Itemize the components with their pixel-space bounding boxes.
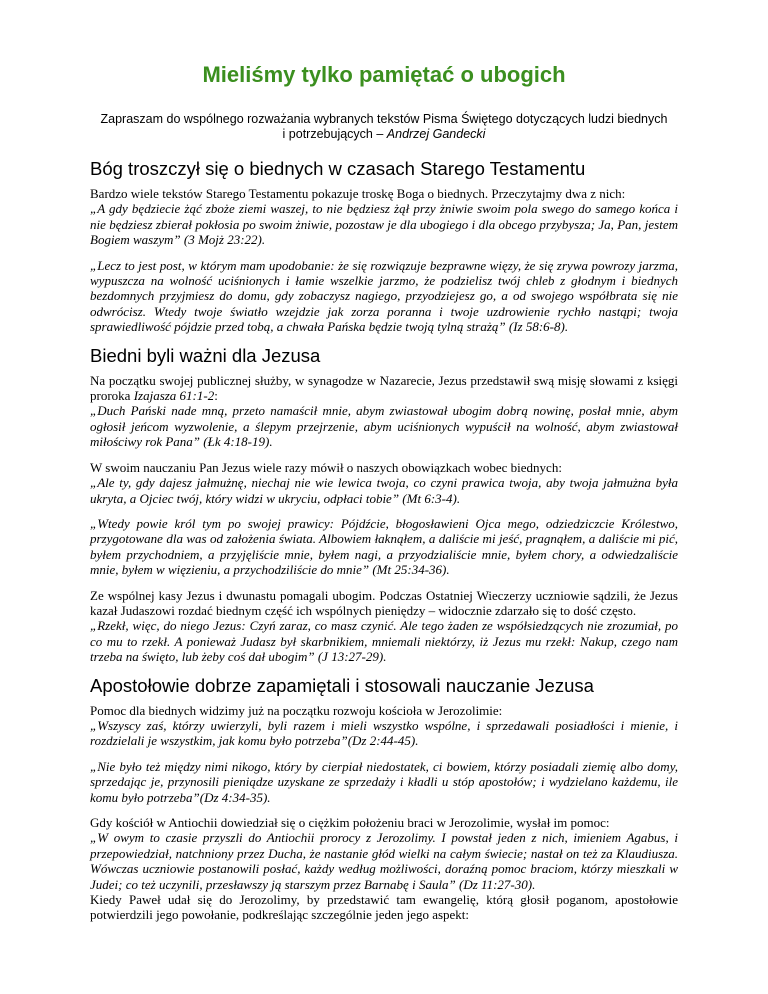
scripture-quote: „Lecz to jest post, w którym mam upodobanie: że się rozwiązuje bezprawne więzy, że się zrywa powrozy jarzma, wypuszcza na wolność uciśnionych i łamie wszelkie jarzmo, że podzielisz twój chleb z głodnym i biednych bezdomnych przyjmiesz do domu, gdy zobaczysz nagiego, przyodziejesz go, a od swojego współbrata się nie odwrócisz. Wtedy twoje światło wzejdzie jak zorza poranna i twoje uzdrowienie rychło nastąpi; twoja sprawiedliwość pójdzie przed tobą, a chwała Pańska będzie twoją tylną strażą” (Iz 58:6-8).	[90, 257, 678, 335]
section-heading-jesus: Biedni byli ważni dla Jezusa	[90, 344, 321, 366]
scripture-quote: „A gdy będziecie żąć zboże ziemi waszej, to nie będziesz żął przy żniwie swoim pola swego do samego końca i nie będziesz zbierał pokłosia po swoim żniwie, pozostaw je dla ubogiego i dla obcego przybysza; Ja, Pan, jestem Bogiem waszym” (3 Mojż 23:22).	[90, 201, 678, 248]
paragraph-text: Na początku swojej publicznej służby, w synagodze w Nazarecie, Jezus przedstawił swą misję słowami z księgi proroka	[90, 372, 678, 404]
section-2-paragraph-3	[90, 516, 678, 578]
paragraph-text: Pomoc dla biednych widzimy już na początku rozwoju kościoła w Jerozolimie:	[90, 702, 503, 718]
section-heading-apostles: Apostołowie dobrze zapamiętali i stosowali nauczanie Jezusa	[90, 674, 594, 696]
section-1-paragraph-1	[90, 186, 678, 248]
section-2-paragraph-4	[90, 588, 678, 665]
subtitle-line-1: Zapraszam do wspólnego rozważania wybranych tekstów Pisma Świętego dotyczących ludzi biednych	[100, 112, 668, 126]
scripture-quote: „Wtedy powie król tym po swojej prawicy: Pójdźcie, błogosławieni Ojca mego, odziedziczcie Królestwo, przygotowane dla was od założenia świata. Albowiem łaknąłem, a daliście mi jeść, pragnąłem, a daliście mi pić, byłem przychodniem, a przyjęliście mnie, byłem nagi, a przyodzialiście mnie, byłem chory, a odwiedzaliście mnie, byłem w więzieniu, a przychodziliście do mnie” (Mt 25:34-36).	[90, 515, 678, 578]
scripture-quote: „Ale ty, gdy dajesz jałmużnę, niechaj nie wie lewica twoja, co czyni prawica twoja, aby twoja jałmużna była ukryta, a Ojciec twój, który widzi w ukryciu, odpłaci tobie” (Mt 6:3-4).	[90, 475, 678, 506]
scripture-quote: „Rzekł, więc, do niego Jezus: Czyń zaraz, co masz czynić. Ale tego żaden ze współsiedzących nie zrozumiał, po co mu to rzekł. A ponieważ Judasz był skarbnikiem, mniemali niektórzy, iż Jezus mu rzekł: Nakup, czego nam trzeba na święto, lub żeby coś dał ubogim” (J 13:27-29).	[90, 618, 678, 665]
paragraph-text: Bardzo wiele tekstów Starego Testamentu pokazuje troskę Boga o biednych. Przeczytajmy dwa z nich:	[90, 186, 626, 201]
scripture-quote: „Duch Pański nade mną, przeto namaścił mnie, abym zwiastował ubogim dobrą nowinę, posłał mnie, abym ogłosił jeńcom wyzwolenie, a ślepym przejrzenie, abym uciśnionych wypuścił na wolność, abym zwiastował miłościwy rok Pana” (Łk 4:18-19).	[90, 403, 678, 450]
document-body	[90, 148, 678, 923]
section-2-paragraph-2	[90, 460, 678, 506]
scripture-quote: „W owym to czasie przyszli do Antiochii prorocy z Jerozolimy. I powstał jeden z nich, imieniem Agabus, i przepowiedział, natchniony przez Ducha, że nastanie głód wielki na całym świecie; nastał on też za Klaudiusza. Wówczas uczniowie postanowili posłać, każdy według możliwości, doraźną pomoc braciom, którzy mieszkali w Judei; co też uczynili, przesławszy ją starszym przez Barnabę i Saula” (Dz 11:27-30).	[90, 830, 678, 892]
paragraph-text: Ze wspólnej kasy Jezus i dwunastu pomagali ubogim. Podczas Ostatniej Wieczerzy uczniowie sądzili, że Jezus kazał Judaszowi rozdać biednym część ich wspólnych pieniędzy – widocznie zdarzało się to dość często.	[90, 587, 678, 618]
document-subtitle	[80, 112, 688, 142]
section-3-paragraph-3	[90, 815, 678, 923]
section-3-paragraph-2	[90, 759, 678, 805]
section-2-paragraph-1	[90, 373, 678, 450]
paragraph-text-end: :	[214, 388, 218, 404]
subtitle-line-2	[80, 127, 688, 142]
section-3-paragraph-1	[90, 703, 678, 749]
document-title: Mieliśmy tylko pamiętać o ubogich	[202, 62, 566, 87]
paragraph-text: W swoim nauczaniu Pan Jezus wiele razy mówił o naszych obowiązkach wobec biednych:	[90, 459, 562, 475]
section-1-paragraph-2	[90, 258, 678, 335]
scripture-reference: Izajasza 61:1-2	[133, 388, 215, 404]
scripture-quote: „Nie było też między nimi nikogo, który by cierpiał niedostatek, ci bowiem, którzy posiadali ziemię albo domy, sprzedając je, przynosili pieniądze uzyskane ze sprzedaży i kładli u stóp apostołów; i wydzielano każdemu, ile komu było potrzeba”(Dz 4:34-35).	[90, 758, 678, 805]
paragraph-text: Gdy kościół w Antiochii dowiedział się o ciężkim położeniu braci w Jerozolimie, wysłał im pomoc:	[90, 815, 610, 830]
scripture-quote: „Wszyscy zaś, którzy uwierzyli, byli razem i mieli wszystko wspólne, i sprzedawali posiadłości i mienie, i rozdzielali je wszystkim, jak komu było potrzeba”(Dz 2:44-45).	[90, 717, 678, 749]
paragraph-text: Kiedy Paweł udał się do Jerozolimy, by przedstawić tam ewangelię, którą głosił poganom, apostołowie potwierdzili jego powołanie, podkreślając szczególnie jeden jego aspekt:	[90, 892, 678, 923]
subtitle-line-2-text: i potrzebujących –	[282, 127, 387, 141]
subtitle-author: Andrzej Gandecki	[386, 127, 486, 141]
section-heading-old-testament: Bóg troszczył się o biednych w czasach Starego Testamentu	[90, 158, 586, 179]
